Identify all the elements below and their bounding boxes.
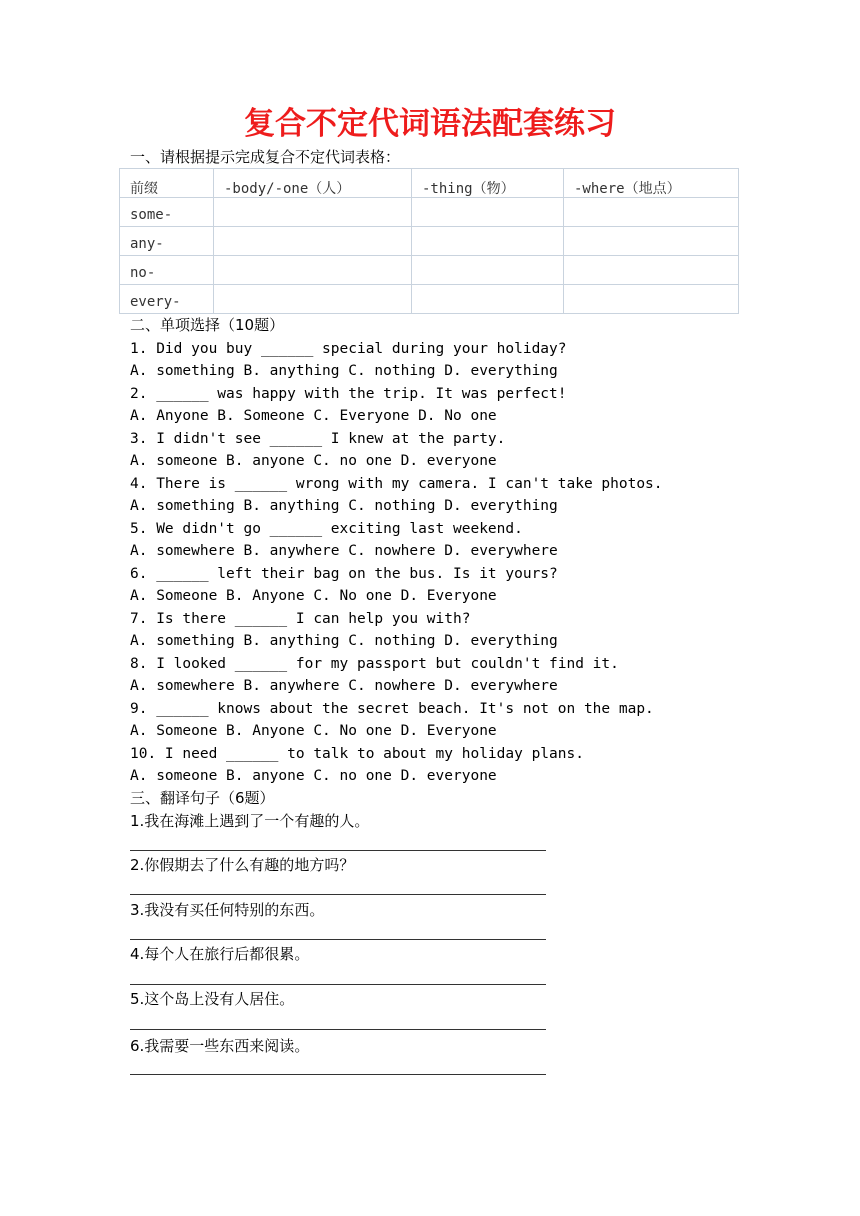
question-2: 2. ______ was happy with the trip. It was perfect! [130, 386, 567, 402]
question-10-options[interactable]: A. someone B. anyone C. no one D. everyone [130, 768, 497, 784]
question-7-options[interactable]: A. something B. anything C. nothing D. everything [130, 633, 558, 649]
translation-sentence-3: 3.我没有买任何特别的东西。 [130, 901, 325, 919]
translation-sentence-2: 2.你假期去了什么有趣的地方吗？ [130, 856, 355, 874]
table-answer-cell[interactable] [214, 198, 412, 227]
table-answer-cell[interactable] [564, 198, 739, 227]
question-4-options[interactable]: A. something B. anything C. nothing D. everything [130, 498, 558, 514]
table-answer-cell[interactable] [214, 285, 412, 314]
table-prefix-cell: no- [120, 256, 214, 285]
table-row [120, 227, 739, 256]
table-answer-cell[interactable] [564, 227, 739, 256]
table-row [120, 256, 739, 285]
table-answer-cell[interactable] [214, 256, 412, 285]
question-8-options[interactable]: A. somewhere B. anywhere C. nowhere D. everywhere [130, 678, 558, 694]
page-title: 复合不定代词语法配套练习 [244, 106, 616, 142]
answer-line-6[interactable] [130, 1074, 546, 1075]
table-answer-cell[interactable] [412, 227, 564, 256]
question-3: 3. I didn't see ______ I knew at the party. [130, 431, 506, 447]
section2-heading: 二、单项选择（10题） [130, 316, 285, 334]
table-row [120, 285, 739, 314]
answer-line-1[interactable] [130, 850, 546, 851]
translation-sentence-4: 4.每个人在旅行后都很累。 [130, 945, 310, 963]
question-2-options[interactable]: A. Anyone B. Someone C. Everyone D. No one [130, 408, 497, 424]
question-3-options[interactable]: A. someone B. anyone C. no one D. everyone [130, 453, 497, 469]
table-answer-cell[interactable] [412, 198, 564, 227]
table-prefix-cell: every- [120, 285, 214, 314]
question-1-options[interactable]: A. something B. anything C. nothing D. everything [130, 363, 558, 379]
question-10: 10. I need ______ to talk to about my holiday plans. [130, 746, 584, 762]
question-9: 9. ______ knows about the secret beach. It's not on the map. [130, 701, 654, 717]
translation-sentence-1: 1.我在海滩上遇到了一个有趣的人。 [130, 812, 370, 830]
question-4: 4. There is ______ wrong with my camera. I can't take photos. [130, 476, 663, 492]
table-answer-cell[interactable] [214, 227, 412, 256]
question-9-options[interactable]: A. Someone B. Anyone C. No one D. Everyone [130, 723, 497, 739]
question-5-options[interactable]: A. somewhere B. anywhere C. nowhere D. everywhere [130, 543, 558, 559]
section1-heading: 一、请根据提示完成复合不定代词表格： [130, 148, 401, 166]
table-answer-cell[interactable] [564, 256, 739, 285]
question-5: 5. We didn't go ______ exciting last weekend. [130, 521, 523, 537]
table-header-cell: -body/-one（人） [214, 169, 412, 198]
question-8: 8. I looked ______ for my passport but couldn't find it. [130, 656, 619, 672]
table-prefix-cell: any- [120, 227, 214, 256]
table-header-cell: -thing（物） [412, 169, 564, 198]
answer-line-2[interactable] [130, 894, 546, 895]
answer-line-4[interactable] [130, 984, 546, 985]
translation-sentence-6: 6.我需要一些东西来阅读。 [130, 1037, 310, 1055]
table-answer-cell[interactable] [412, 285, 564, 314]
table-header-cell: 前缀 [120, 169, 214, 198]
answer-line-3[interactable] [130, 939, 546, 940]
table-header-cell: -where（地点） [564, 169, 739, 198]
table-answer-cell[interactable] [412, 256, 564, 285]
translation-sentence-5: 5.这个岛上没有人居住。 [130, 990, 295, 1008]
table-prefix-cell: some- [120, 198, 214, 227]
answer-line-5[interactable] [130, 1029, 546, 1030]
table-header-row [120, 169, 739, 198]
question-6: 6. ______ left their bag on the bus. Is it yours? [130, 566, 558, 582]
table-answer-cell[interactable] [564, 285, 739, 314]
section3-heading: 三、翻译句子（6题） [130, 789, 275, 807]
table-row [120, 198, 739, 227]
question-6-options[interactable]: A. Someone B. Anyone C. No one D. Everyone [130, 588, 497, 604]
pronoun-table [119, 168, 739, 314]
question-7: 7. Is there ______ I can help you with? [130, 611, 471, 627]
question-1: 1. Did you buy ______ special during your holiday? [130, 341, 567, 357]
